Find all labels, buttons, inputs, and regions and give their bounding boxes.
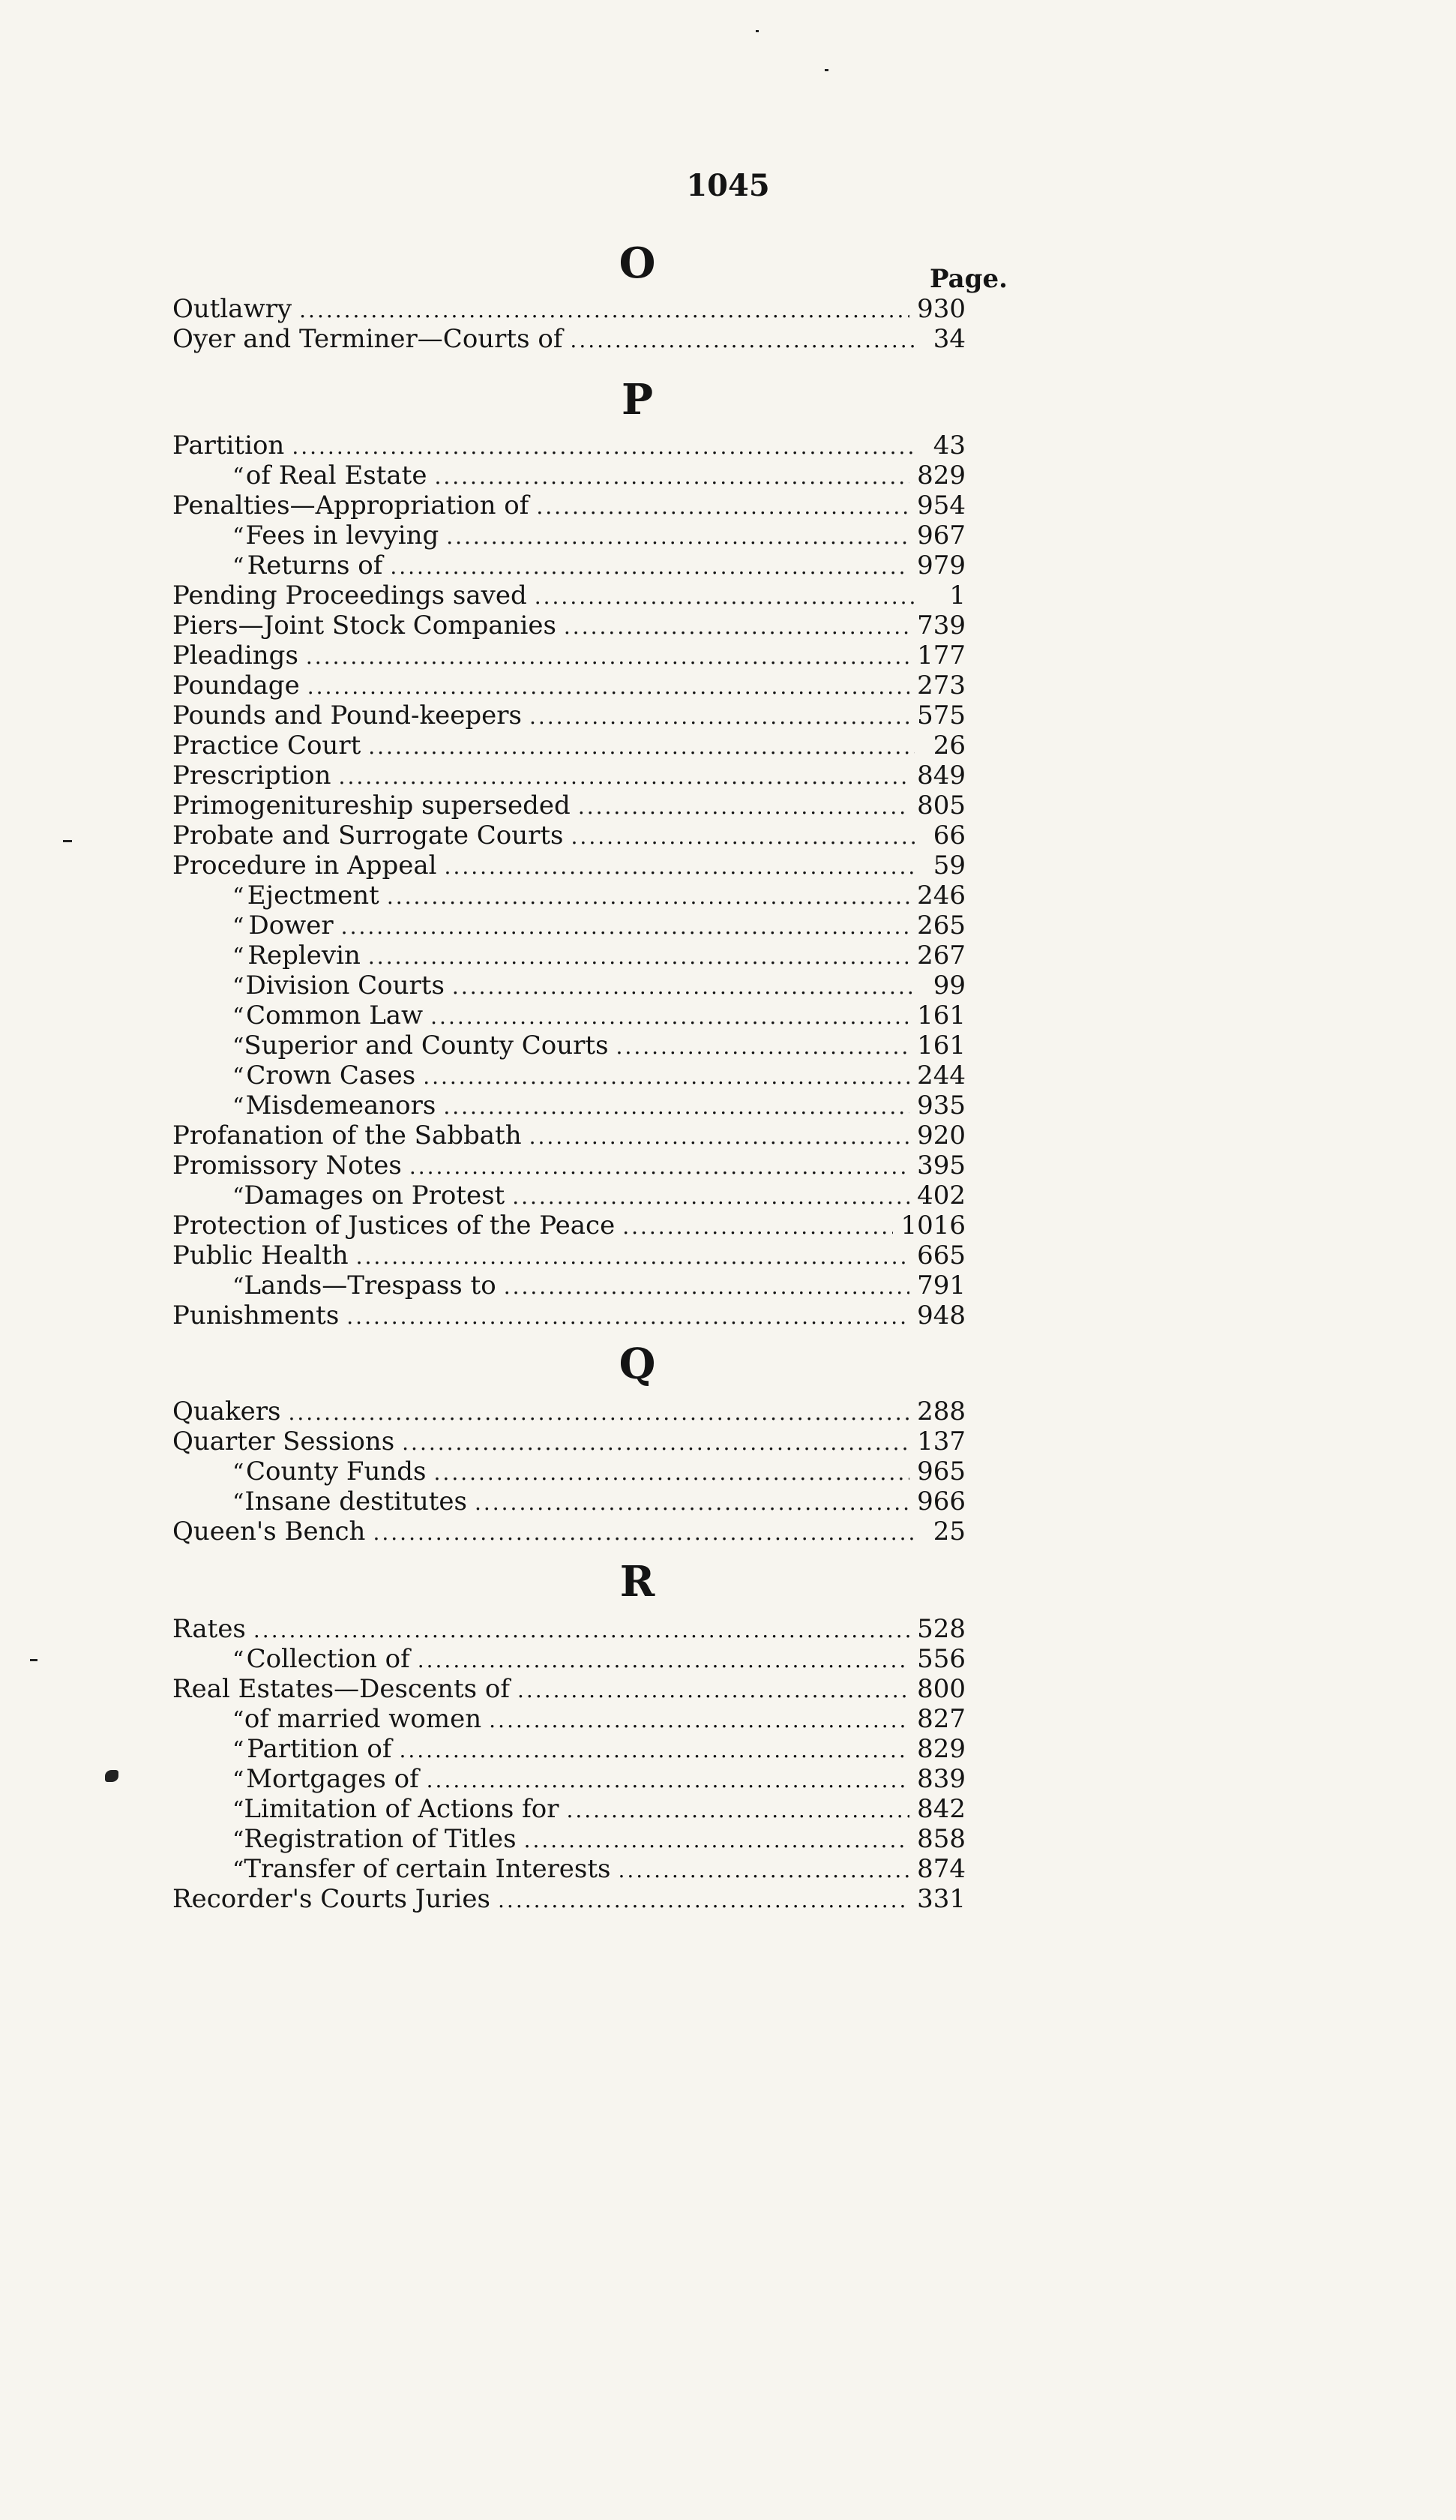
dot-leader — [475, 1488, 909, 1516]
ditto-mark: “ — [232, 1737, 244, 1763]
index-entry — [172, 1674, 966, 1704]
ditto-mark: “ — [232, 1647, 244, 1673]
scan-speck — [756, 30, 759, 32]
index-entry-page: 1 — [949, 580, 966, 610]
index-entry — [172, 640, 966, 670]
index-entry — [172, 700, 966, 730]
index-entry — [232, 880, 966, 910]
dot-leader — [512, 1182, 909, 1210]
dot-leader — [434, 462, 909, 490]
dot-leader — [489, 1706, 909, 1734]
ditto-mark: “ — [232, 1797, 244, 1823]
index-entry — [172, 1240, 966, 1270]
dot-leader — [390, 552, 909, 580]
dot-leader — [517, 1676, 909, 1704]
index-entry-page: 805 — [917, 790, 966, 820]
index-entry-page: 827 — [917, 1704, 966, 1734]
index-entry — [232, 1090, 966, 1120]
dot-leader — [535, 582, 915, 610]
index-entry-label: Primogenitureship superseded — [172, 790, 571, 820]
ditto-mark: “ — [232, 914, 244, 940]
index-entry-label: Pleadings — [172, 640, 298, 670]
index-entry-label: Superior and County Courts — [244, 1030, 609, 1060]
index-entry — [172, 1884, 966, 1914]
index-entry — [172, 1426, 966, 1456]
index-entry-label: Mortgages of — [246, 1764, 419, 1794]
index-entry-page: 874 — [917, 1854, 966, 1884]
index-entry — [232, 460, 966, 490]
index-entry — [172, 580, 966, 610]
index-entry — [232, 1644, 966, 1674]
index-entry — [232, 1060, 966, 1090]
index-entry-label: Quakers — [172, 1396, 281, 1426]
dot-leader — [288, 1398, 909, 1426]
dot-leader — [434, 1458, 910, 1486]
index-entry-page: 288 — [917, 1396, 966, 1426]
index-entry-page: 26 — [933, 730, 966, 760]
index-entry-page: 829 — [917, 460, 966, 490]
index-entry — [232, 1794, 966, 1824]
index-entry — [172, 324, 966, 354]
ditto-mark: “ — [232, 1064, 244, 1090]
index-entry-page: 267 — [917, 940, 966, 970]
dot-leader — [570, 326, 915, 354]
index-entry-label: Fees in levying — [245, 520, 439, 550]
dot-leader — [292, 432, 915, 460]
index-entry-page: 954 — [917, 490, 966, 520]
index-entry-page: 665 — [917, 1240, 966, 1270]
ditto-mark: “ — [232, 1857, 244, 1883]
index-entry-label: Misdemeanors — [245, 1090, 436, 1120]
index-entry — [232, 1270, 966, 1300]
dot-leader — [427, 1766, 909, 1794]
index-entry-page: 244 — [917, 1060, 966, 1090]
index-entry-label: Recorder's Courts Juries — [172, 1884, 491, 1914]
index-entry-label: Registration of Titles — [244, 1824, 517, 1854]
index-entry-label: Transfer of certain Interests — [244, 1854, 611, 1884]
index-entry-page: 800 — [917, 1674, 966, 1704]
index-entry-label: Common Law — [246, 1000, 424, 1030]
index-entry-page: 556 — [917, 1644, 966, 1674]
index-entry — [232, 1486, 966, 1516]
index-entry-label: Partition — [172, 430, 285, 460]
index-entry-label: Outlawry — [172, 294, 292, 324]
ditto-mark: “ — [232, 524, 244, 550]
index-entry-page: 265 — [917, 910, 966, 940]
index-entry — [232, 1824, 966, 1854]
index-entry — [232, 1000, 966, 1030]
section-letter-r: R — [619, 1557, 655, 1606]
index-entry-page: 965 — [917, 1456, 966, 1486]
index-entry-page: 791 — [917, 1270, 966, 1300]
scan-speck — [105, 1770, 118, 1782]
dot-leader — [524, 1826, 910, 1854]
index-entry — [172, 820, 966, 850]
index-entry-label: Public Health — [172, 1240, 349, 1270]
index-entry-label: Protection of Justices of the Peace — [172, 1210, 616, 1240]
dot-leader — [536, 492, 909, 520]
ditto-mark: “ — [232, 1094, 244, 1120]
index-entry-label: Limitation of Actions for — [244, 1794, 559, 1824]
index-entry — [172, 294, 966, 324]
page-column-label: Page. — [930, 264, 1008, 294]
ditto-mark: “ — [232, 464, 244, 490]
index-entry — [232, 1854, 966, 1884]
index-entry-label: Prescription — [172, 760, 331, 790]
scan-speck — [63, 840, 72, 842]
index-entry-page: 930 — [917, 294, 966, 324]
index-entry — [172, 1300, 966, 1330]
ditto-mark: “ — [232, 1184, 244, 1210]
index-entry-page: 99 — [933, 970, 966, 1000]
scan-speck — [30, 1659, 37, 1661]
index-entry-page: 177 — [917, 640, 966, 670]
dot-leader — [564, 612, 909, 640]
dot-leader — [253, 1616, 909, 1644]
index-entry-page: 966 — [917, 1486, 966, 1516]
index-entry-label: Ejectment — [247, 880, 379, 910]
index-entry-page: 528 — [917, 1614, 966, 1644]
dot-leader — [356, 1242, 909, 1270]
index-entry-page: 402 — [917, 1180, 966, 1210]
index-entry — [172, 1210, 966, 1240]
dot-leader — [452, 972, 915, 1000]
index-entry-label: Replevin — [247, 940, 361, 970]
index-entry-label: Oyer and Terminer—Courts of — [172, 324, 563, 354]
dot-leader — [423, 1062, 909, 1090]
index-entry-label: Crown Cases — [246, 1060, 416, 1090]
dot-leader — [409, 1152, 909, 1180]
ditto-mark: “ — [232, 554, 244, 580]
dot-leader — [373, 1518, 915, 1546]
index-entry-page: 575 — [917, 700, 966, 730]
index-entry-page: 839 — [917, 1764, 966, 1794]
index-entry-label: Pounds and Pound-keepers — [172, 700, 522, 730]
index-entry-page: 331 — [917, 1884, 966, 1914]
index-entry-label: of Real Estate — [245, 460, 427, 490]
index-entry-label: Poundage — [172, 670, 300, 700]
index-entry — [172, 790, 966, 820]
index-entry-label: Returns of — [247, 550, 383, 580]
index-entry — [232, 970, 966, 1000]
dot-leader — [578, 792, 909, 820]
index-entry-page: 739 — [917, 610, 966, 640]
dot-leader — [418, 1646, 909, 1674]
dot-leader — [368, 942, 909, 970]
ditto-mark: “ — [232, 1004, 244, 1030]
index-entry — [232, 1030, 966, 1060]
index-entry-page: 161 — [917, 1000, 966, 1030]
index-entry — [232, 1734, 966, 1764]
ditto-mark: “ — [232, 1827, 244, 1853]
index-entry-page: 246 — [917, 880, 966, 910]
index-entry — [232, 1180, 966, 1210]
dot-leader — [443, 1092, 909, 1120]
index-entry — [172, 1150, 966, 1180]
index-entry — [232, 1456, 966, 1486]
index-entry-page: 967 — [917, 520, 966, 550]
index-entry-page: 395 — [917, 1150, 966, 1180]
index-entry — [172, 670, 966, 700]
index-entry-label: Lands—Trespass to — [244, 1270, 496, 1300]
index-entry — [172, 1516, 966, 1546]
index-entry-label: Punishments — [172, 1300, 340, 1330]
index-entry — [232, 940, 966, 970]
index-entry — [172, 760, 966, 790]
index-entry-page: 273 — [917, 670, 966, 700]
scan-speck — [825, 69, 828, 71]
dot-leader — [306, 642, 909, 670]
index-entry — [172, 430, 966, 460]
index-entry — [232, 520, 966, 550]
index-entry-page: 935 — [917, 1090, 966, 1120]
ditto-mark: “ — [232, 974, 244, 1000]
index-entry — [172, 1614, 966, 1644]
index-entry-page: 920 — [917, 1120, 966, 1150]
index-entry — [172, 610, 966, 640]
dot-leader — [498, 1886, 909, 1914]
dot-leader — [346, 1302, 909, 1330]
section-letter-q: Q — [619, 1340, 656, 1389]
dot-leader — [399, 1736, 909, 1764]
index-entry-label: Pending Proceedings saved — [172, 580, 527, 610]
index-entry-page: 842 — [917, 1794, 966, 1824]
index-entry-page: 25 — [933, 1516, 966, 1546]
index-entry — [232, 1764, 966, 1794]
section-letter-o: O — [619, 238, 656, 288]
index-entry-label: Practice Court — [172, 730, 361, 760]
dot-leader — [566, 1796, 909, 1824]
section-letter-p: P — [621, 375, 654, 424]
dot-leader — [529, 702, 909, 730]
index-entry — [232, 1704, 966, 1734]
dot-leader — [387, 882, 909, 910]
index-entry-label: Procedure in Appeal — [172, 850, 437, 880]
index-entry-label: Profanation of the Sabbath — [172, 1120, 522, 1150]
index-entry — [232, 910, 966, 940]
index-entry-label: Queen's Bench — [172, 1516, 366, 1546]
index-entry-label: County Funds — [245, 1456, 427, 1486]
index-entry — [172, 730, 966, 760]
index-entry-page: 161 — [917, 1030, 966, 1060]
dot-leader — [445, 852, 915, 880]
index-entry-page: 43 — [933, 430, 966, 460]
index-entry-label: Quarter Sessions — [172, 1426, 395, 1456]
dot-leader — [619, 1856, 910, 1884]
index-entry-page: 849 — [917, 760, 966, 790]
ditto-mark: “ — [232, 1707, 244, 1733]
index-entry-page: 66 — [933, 820, 966, 850]
dot-leader — [622, 1212, 893, 1240]
index-entry-label: Dower — [248, 910, 334, 940]
index-entry-label: Collection of — [246, 1644, 410, 1674]
index-entry-label: Partition of — [247, 1734, 392, 1764]
dot-leader — [430, 1002, 909, 1030]
dot-leader — [339, 762, 910, 790]
dot-leader — [446, 522, 909, 550]
index-entry — [172, 1120, 966, 1150]
ditto-mark: “ — [232, 1460, 244, 1486]
dot-leader — [571, 822, 915, 850]
index-entry — [232, 550, 966, 580]
index-entry-page: 858 — [917, 1824, 966, 1854]
dot-leader — [504, 1272, 909, 1300]
dot-leader — [299, 296, 909, 324]
index-entry-label: Promissory Notes — [172, 1150, 402, 1180]
ditto-mark: “ — [232, 1767, 244, 1793]
dot-leader — [529, 1122, 909, 1150]
index-entry-page: 34 — [933, 324, 966, 354]
dot-leader — [616, 1032, 910, 1060]
index-entry — [172, 1396, 966, 1426]
ditto-mark: “ — [232, 1034, 244, 1060]
index-entry-page: 829 — [917, 1734, 966, 1764]
index-entry-page: 137 — [917, 1426, 966, 1456]
dot-leader — [368, 732, 915, 760]
dot-leader — [307, 672, 909, 700]
ditto-mark: “ — [232, 1490, 244, 1516]
page-number: 1045 — [686, 168, 770, 203]
index-entry — [172, 850, 966, 880]
index-entry-label: Damages on Protest — [244, 1180, 505, 1210]
index-entry — [172, 490, 966, 520]
ditto-mark: “ — [232, 884, 244, 910]
index-entry-page: 1016 — [900, 1210, 966, 1240]
dot-leader — [402, 1428, 909, 1456]
ditto-mark: “ — [232, 944, 244, 970]
index-entry-label: Real Estates—Descents of — [172, 1674, 510, 1704]
dot-leader — [341, 912, 909, 940]
index-entry-page: 59 — [933, 850, 966, 880]
index-entry-label: of married women — [244, 1704, 482, 1734]
index-entry-label: Rates — [172, 1614, 246, 1644]
index-entry-label: Probate and Surrogate Courts — [172, 820, 564, 850]
ditto-mark: “ — [232, 1274, 244, 1300]
index-entry-label: Piers—Joint Stock Companies — [172, 610, 556, 640]
index-entry-label: Penalties—Appropriation of — [172, 490, 529, 520]
index-entry-label: Insane destitutes — [244, 1486, 467, 1516]
index-entry-page: 948 — [917, 1300, 966, 1330]
index-entry-label: Division Courts — [245, 970, 445, 1000]
index-entry-page: 979 — [917, 550, 966, 580]
